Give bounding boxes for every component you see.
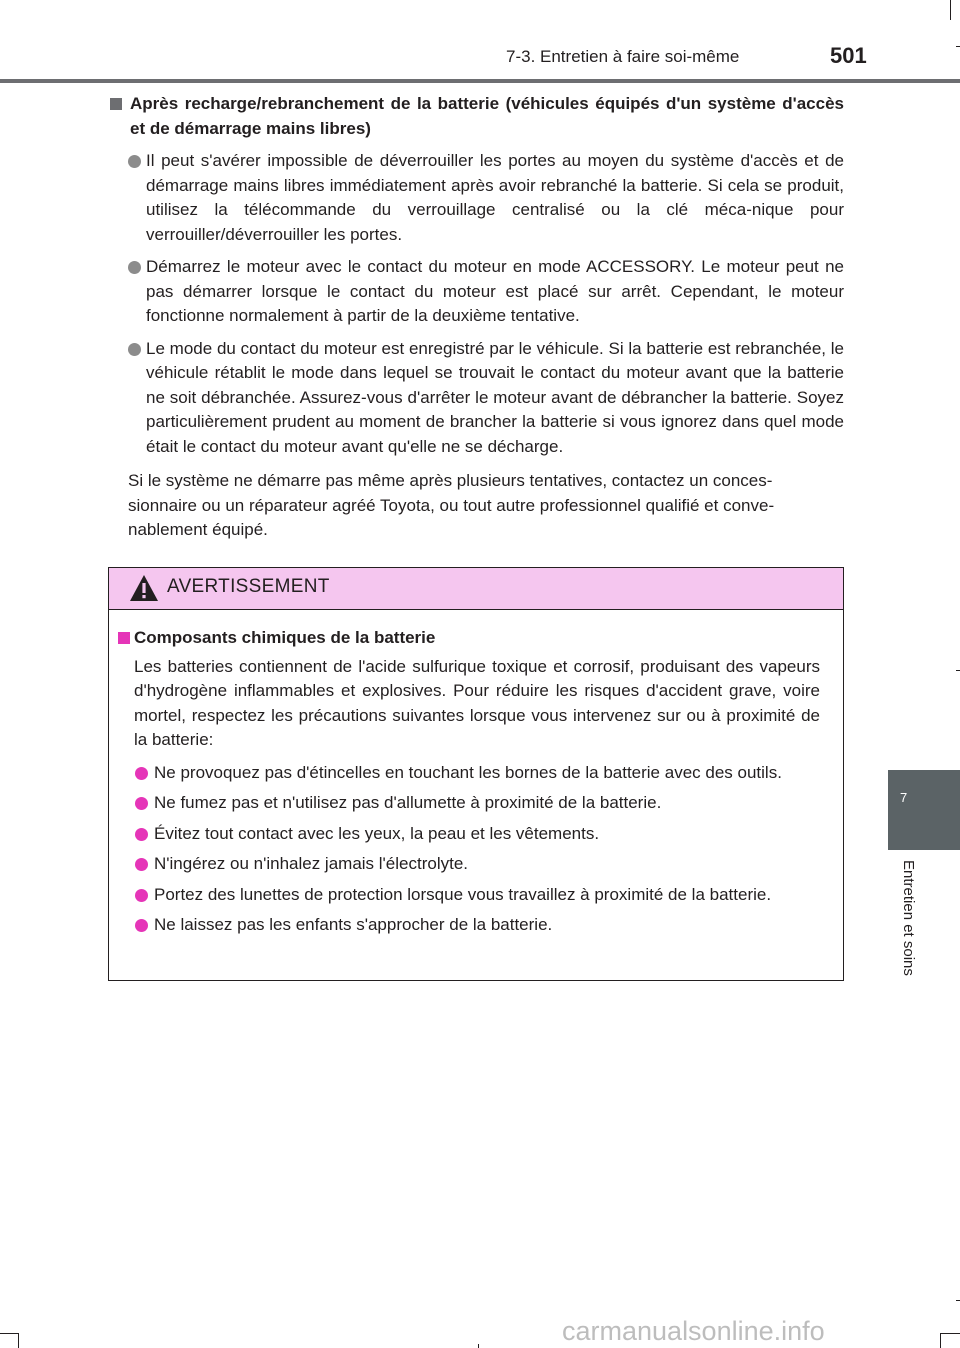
warning-list-item xyxy=(118,913,829,938)
square-bullet-icon xyxy=(110,98,122,110)
crop-mark xyxy=(940,1333,960,1334)
circle-bullet-icon xyxy=(135,767,148,780)
warning-box xyxy=(108,567,844,981)
watermark: carmanualsonline.info xyxy=(562,1316,825,1346)
warning-header xyxy=(109,568,843,610)
circle-bullet-icon xyxy=(135,828,148,841)
chapter-label: Entretien et soins xyxy=(900,860,917,976)
warning-list-item xyxy=(118,883,829,908)
warning-list-item xyxy=(118,822,829,847)
warning-intro: Les batteries contiennent de l'acide sulfurique toxique et corrosif, produisant des vapeurs d'hydrogène inflammables et explosives. Pour réduire les risques d'accident grave, voire mortel, respectez les précautions suivantes lorsque vous intervenez sur ou à proximité de la batterie: xyxy=(134,656,820,749)
crop-mark xyxy=(940,1333,941,1348)
warning-triangle-icon xyxy=(129,574,159,602)
warning-list-item-text: Ne laissez pas les enfants s'approcher de la batterie. xyxy=(154,915,553,934)
list-item-text: Il peut s'avérer impossible de déverrouiller les portes au moyen du système d'accès et de démarrage mains libres immédiatement après avoir rebranché la batterie. Si cela se produit, utilisez la télécommande du verrouillage centralisé ou la clé méca-nique pour verrouiller/déverrouiller les portes. xyxy=(146,151,844,244)
circle-bullet-icon xyxy=(135,919,148,932)
warning-body xyxy=(109,610,843,938)
list-item-text: Le mode du contact du moteur est enregistré par le véhicule. Si la batterie est rebranchée, le véhicule rétablit le mode dans lequel se trouvait le contact du moteur avant que la batterie ne soit débranchée. Assurez-vous d'arrêter le moteur avant de débrancher la batterie. Soyez particulièrement prudent au moment de brancher la batterie si vous ignorez dans quel mode était le contact du moteur avant qu'elle ne se décharge. xyxy=(146,338,844,456)
circle-bullet-icon xyxy=(135,797,148,810)
warning-heading-text: Composants chimiques de la batterie xyxy=(134,628,436,647)
section-heading xyxy=(110,92,844,141)
warning-list-item-text: Ne provoquez pas d'étincelles en touchant les bornes de la batterie avec des outils. xyxy=(154,762,782,782)
warning-list-item-text: Évitez tout contact avec les yeux, la peau et les vêtements. xyxy=(154,823,600,843)
closing-paragraph: Si le système ne démarre pas même après plusieurs tentatives, contactez un conces-sionnaire ou un réparateur agréé Toyota, ou tout autre professionnel qualifié et conve-nablement équipé. xyxy=(128,471,775,539)
circle-bullet-icon xyxy=(128,155,141,168)
circle-bullet-icon xyxy=(128,261,141,274)
list-item xyxy=(110,337,844,460)
section-heading-text: Après recharge/rebranchement de la batterie (véhicules équipés d'un système d'accès et de démarrage mains libres) xyxy=(130,94,844,138)
chapter-number: 7 xyxy=(900,790,908,805)
warning-list-item xyxy=(118,761,829,786)
header-divider xyxy=(0,79,960,83)
circle-bullet-icon xyxy=(135,889,148,902)
crop-mark xyxy=(956,46,960,47)
warning-list-item-text: Ne fumez pas et n'utilisez pas d'allumette à proximité de la batterie. xyxy=(154,793,662,812)
warning-list-item-text: N'ingérez ou n'inhalez jamais l'électrolyte. xyxy=(154,854,469,873)
crop-mark xyxy=(478,1344,479,1348)
list-item xyxy=(110,255,844,329)
chapter-tab xyxy=(888,770,960,850)
warning-heading xyxy=(118,626,829,651)
square-bullet-icon xyxy=(118,632,130,644)
warning-list-item xyxy=(118,852,829,877)
crop-mark xyxy=(18,1333,19,1348)
circle-bullet-icon xyxy=(128,343,141,356)
main-content xyxy=(110,92,844,543)
list-item xyxy=(110,149,844,247)
crop-mark xyxy=(956,670,960,671)
circle-bullet-icon xyxy=(135,858,148,871)
list-item-text: Démarrez le moteur avec le contact du moteur en mode ACCESSORY. Le moteur peut ne pas démarrer lorsque le contact du moteur est placé sur arrêt. Cependant, le moteur fonctionne normalement à partir de la deuxième tentative. xyxy=(146,257,844,325)
crop-mark xyxy=(950,0,951,20)
crop-mark xyxy=(956,1300,960,1301)
warning-list-item-text: Portez des lunettes de protection lorsque vous travaillez à proximité de la batterie. xyxy=(154,884,772,904)
header-section-title: 7-3. Entretien à faire soi-même xyxy=(506,47,740,66)
warning-list-item xyxy=(118,791,829,816)
warning-title: AVERTISSEMENT xyxy=(167,576,330,597)
page-number: 501 xyxy=(830,43,867,68)
crop-mark xyxy=(0,1333,18,1334)
